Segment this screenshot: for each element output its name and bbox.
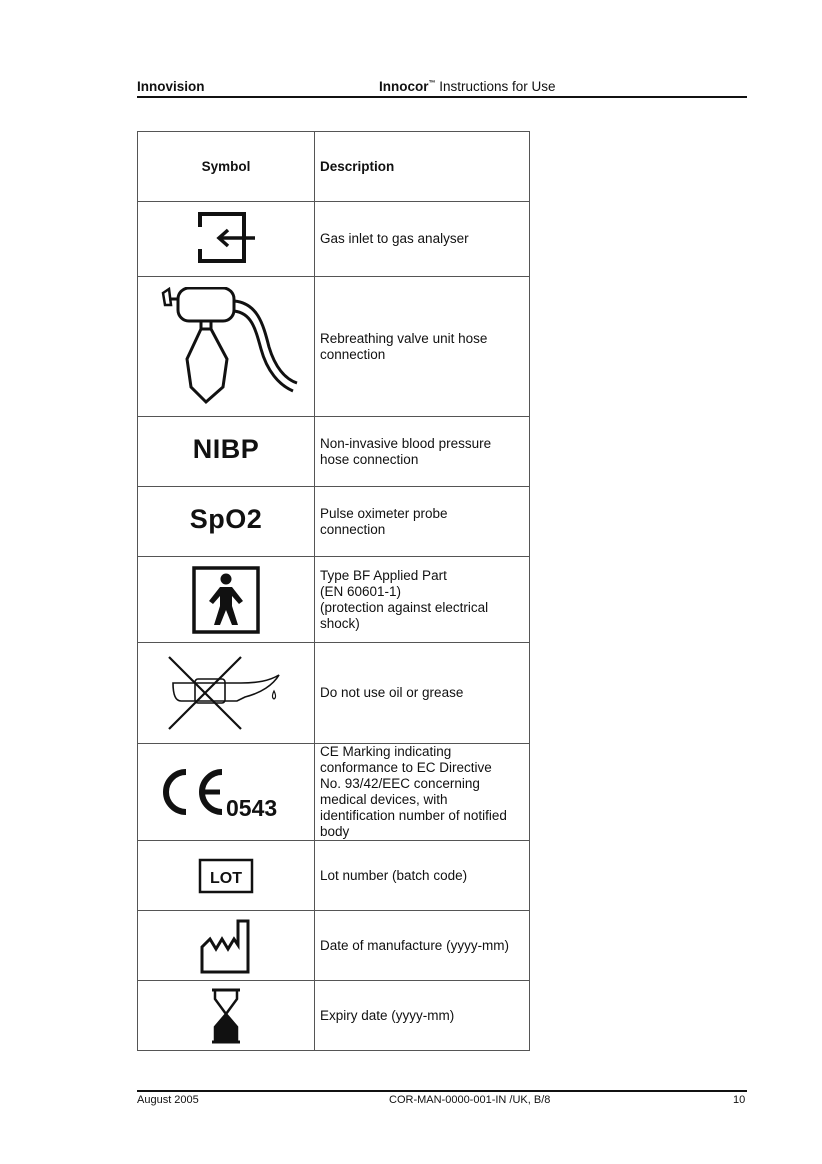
spo2-symbol-text: SpO2 — [189, 504, 263, 534]
description-text: (protection against electrical — [320, 599, 489, 615]
description-cell — [315, 911, 530, 981]
type-bf-applied-part-icon — [191, 565, 261, 635]
description-text: conformance to EC Directive — [320, 760, 492, 775]
footer-document-id: COR-MAN-0000-001-IN /UK, B/8 — [389, 1094, 551, 1106]
description-text: Rebreathing valve unit hose — [320, 330, 488, 346]
symbol-cell — [138, 557, 315, 643]
ce-mark-icon — [156, 762, 296, 822]
description-text: connection — [320, 346, 386, 362]
table-row — [138, 487, 530, 557]
rebreathing-valve-hose-icon — [151, 287, 301, 407]
table-row — [138, 557, 530, 643]
header-rule — [137, 96, 747, 98]
description-cell — [315, 417, 530, 487]
page-header — [137, 79, 747, 97]
title-rest: Instructions for Use — [435, 79, 556, 94]
description-cell — [315, 841, 530, 911]
column-header-description: Description — [315, 132, 530, 202]
table-header-row — [138, 132, 530, 202]
table-row — [138, 981, 530, 1051]
description-text: CE Marking indicating — [320, 744, 452, 759]
description-text: medical devices, with — [320, 792, 448, 807]
trademark-mark: ™ — [428, 80, 436, 87]
table-row — [138, 202, 530, 277]
symbol-cell — [138, 981, 315, 1051]
description-text: hose connection — [320, 451, 419, 467]
description-text: identification number of notified — [320, 808, 507, 823]
description-text: body — [320, 824, 350, 839]
symbol-cell — [138, 202, 315, 277]
description-text: (EN 60601-1) — [320, 583, 402, 599]
description-cell — [315, 744, 530, 841]
lot-symbol-text: LOT — [210, 869, 242, 887]
symbol-cell — [138, 277, 315, 417]
product-name: Innocor — [379, 79, 429, 94]
table-row — [138, 643, 530, 744]
description-text: connection — [320, 521, 386, 537]
description-text: No. 93/42/EEC concerning — [320, 776, 480, 791]
column-header-symbol: Symbol — [138, 132, 315, 202]
description-text: Expiry date (yyyy-mm) — [320, 1007, 455, 1023]
table-row — [138, 841, 530, 911]
symbol-cell — [138, 744, 315, 841]
table-row — [138, 744, 530, 841]
expiry-date-icon — [209, 987, 243, 1045]
description-text: Type BF Applied Part — [320, 567, 447, 583]
manufacture-date-icon — [198, 917, 254, 975]
description-cell — [315, 277, 530, 417]
no-oil-icon — [161, 653, 291, 733]
symbol-cell — [138, 643, 315, 744]
symbols-table — [137, 131, 530, 1051]
description-text: Date of manufacture (yyyy-mm) — [320, 937, 510, 953]
symbol-cell — [138, 417, 315, 487]
description-text: Non-invasive blood pressure — [320, 435, 492, 451]
table-row — [138, 911, 530, 981]
symbol-cell — [138, 911, 315, 981]
description-cell — [315, 643, 530, 744]
footer-date: August 2005 — [137, 1094, 199, 1106]
description-text: Pulse oximeter probe — [320, 505, 448, 521]
description-cell — [315, 557, 530, 643]
description-text: Lot number (batch code) — [320, 867, 468, 883]
symbol-cell — [138, 487, 315, 557]
lot-icon — [198, 858, 254, 894]
gas-inlet-icon — [191, 211, 261, 267]
symbol-cell — [138, 841, 315, 911]
nibp-symbol-text: NIBP — [192, 434, 260, 464]
page-number: 10 — [733, 1094, 746, 1106]
table-row — [138, 417, 530, 487]
footer-rule — [137, 1090, 747, 1092]
description-text: Gas inlet to gas analyser — [320, 231, 469, 246]
description-text: Do not use oil or grease — [320, 685, 464, 700]
description-cell — [315, 981, 530, 1051]
document-title — [379, 79, 556, 94]
description-cell — [315, 487, 530, 557]
notified-body-number: 0543 — [226, 795, 278, 821]
description-text: shock) — [320, 615, 360, 631]
company-name: Innovision — [137, 79, 205, 94]
description-cell — [315, 202, 530, 277]
table-row — [138, 277, 530, 417]
